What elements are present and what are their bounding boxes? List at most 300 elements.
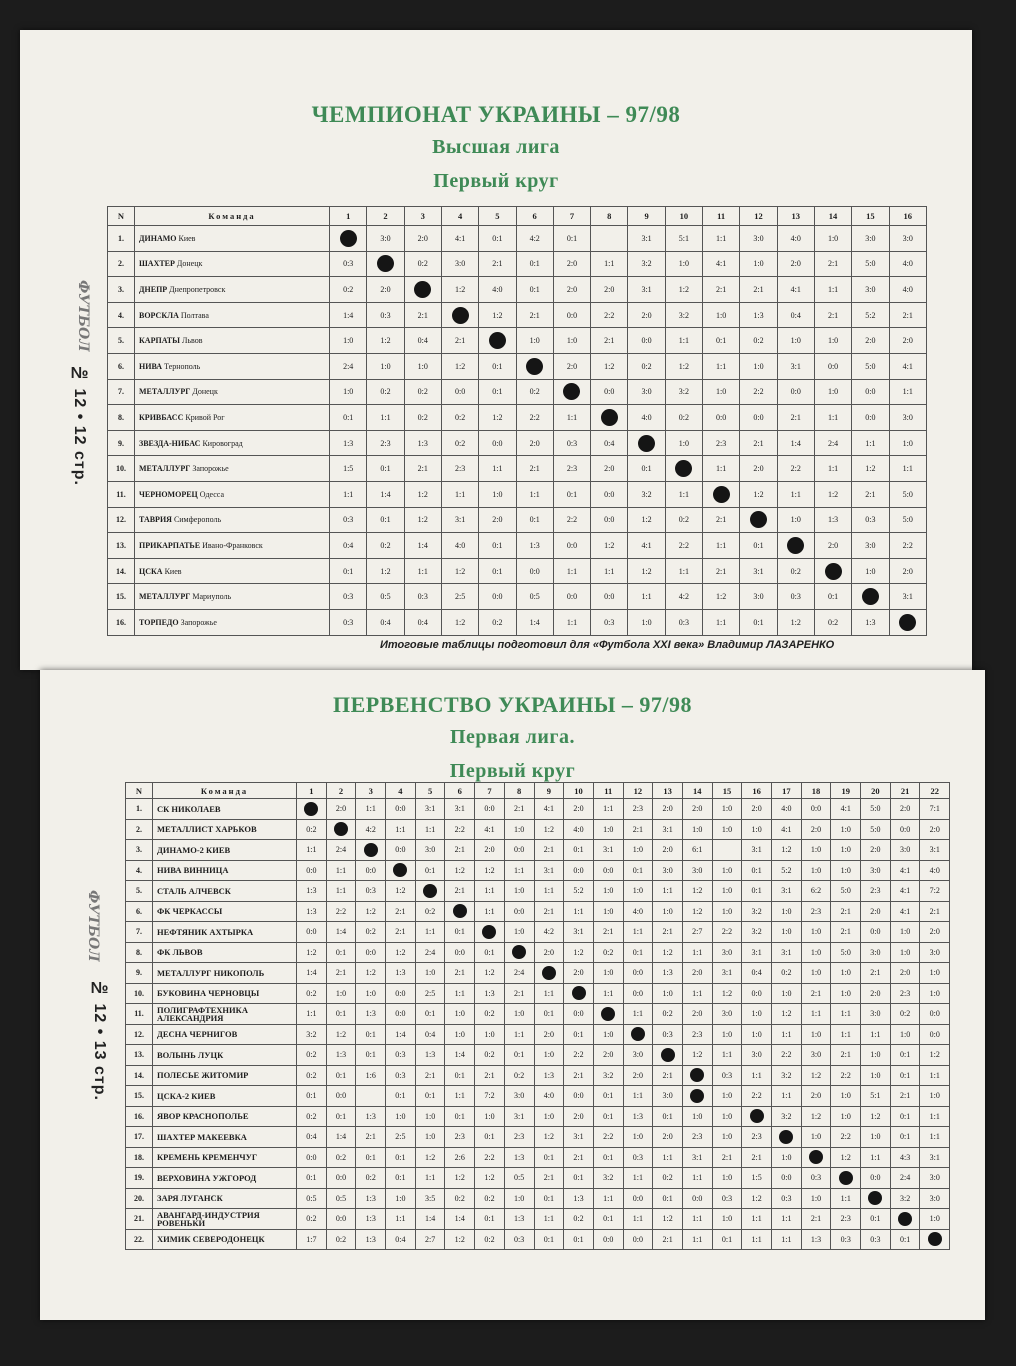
team-name-cell	[153, 922, 297, 943]
score-cell: 1:2	[742, 1188, 772, 1209]
score-cell: 2:1	[504, 799, 534, 820]
score-cell: 0:2	[475, 1045, 505, 1066]
score-cell: 0:3	[772, 1188, 802, 1209]
header-col-21: 21	[890, 783, 920, 799]
header-col-1: 1	[330, 207, 367, 226]
score-cell: 3:0	[861, 1004, 891, 1025]
score-cell: 1:2	[665, 353, 702, 379]
score-cell: 1:4	[415, 1209, 445, 1230]
team-name-cell	[135, 558, 330, 584]
score-cell: 1:0	[665, 251, 702, 277]
score-cell: 2:3	[890, 983, 920, 1004]
score-cell: 1:1	[703, 609, 740, 635]
score-cell: 0:2	[772, 963, 802, 984]
header-col-4: 4	[441, 207, 478, 226]
score-cell: 0:1	[814, 584, 851, 610]
row-number: 2.	[108, 251, 135, 277]
score-cell: 0:1	[890, 1045, 920, 1066]
score-cell: 1:1	[665, 558, 702, 584]
score-cell: 1:3	[297, 881, 327, 902]
score-cell: 0:0	[591, 584, 628, 610]
score-cell: 2:5	[415, 983, 445, 1004]
score-cell: 1:1	[623, 1168, 653, 1189]
table-row	[126, 840, 950, 861]
score-cell: 3:1	[920, 840, 950, 861]
score-cell: 2:1	[564, 1065, 594, 1086]
diagonal-cell	[367, 251, 404, 277]
diagonal-cell	[623, 1024, 653, 1045]
score-cell: 2:0	[623, 1065, 653, 1086]
score-cell: 1:4	[367, 481, 404, 507]
score-cell: 3:1	[889, 584, 927, 610]
score-cell: 4:1	[890, 881, 920, 902]
header-col-10: 10	[665, 207, 702, 226]
score-cell: 1:2	[534, 1127, 564, 1148]
score-cell: 1:2	[441, 609, 478, 635]
team-name: СТАЛЬ АЛЧЕВСК	[157, 885, 231, 896]
score-cell: 2:1	[742, 1147, 772, 1168]
score-cell: 1:3	[564, 1188, 594, 1209]
score-cell: 0:3	[831, 1229, 861, 1250]
score-cell: 0:3	[330, 609, 367, 635]
score-cell: 1:1	[861, 1147, 891, 1168]
score-cell: 2:0	[920, 922, 950, 943]
score-cell: 2:0	[861, 983, 891, 1004]
score-cell: 0:1	[367, 507, 404, 533]
score-cell: 0:5	[297, 1188, 327, 1209]
score-cell: 0:0	[356, 942, 386, 963]
score-cell: 0:3	[330, 507, 367, 533]
score-cell: 1:1	[326, 860, 356, 881]
score-cell: 0:0	[852, 405, 889, 431]
score-cell: 0:0	[564, 860, 594, 881]
score-cell: 1:1	[504, 1024, 534, 1045]
team-city: Донецк	[192, 387, 218, 397]
diagonal-cell	[330, 226, 367, 252]
team-name: ВЕРХОВИНА УЖГОРОД	[157, 1172, 257, 1183]
score-cell: 2:1	[404, 302, 441, 328]
score-cell: 0:2	[564, 1209, 594, 1230]
score-cell: 1:3	[740, 302, 777, 328]
score-cell: 1:0	[740, 353, 777, 379]
score-cell: 3:0	[890, 840, 920, 861]
diagonal-dot	[572, 986, 586, 1000]
diagonal-cell	[297, 799, 327, 820]
score-cell: 2:4	[890, 1168, 920, 1189]
diagonal-dot	[601, 1007, 615, 1021]
score-cell: 1:1	[553, 609, 590, 635]
score-cell: 4:1	[890, 860, 920, 881]
score-cell: 4:1	[534, 799, 564, 820]
team-city: Львов	[181, 336, 203, 346]
score-cell: 4:2	[534, 922, 564, 943]
score-cell: 1:0	[831, 840, 861, 861]
table-row	[126, 1229, 950, 1250]
diagonal-dot	[526, 358, 543, 375]
table-row	[108, 405, 927, 431]
score-cell: 0:0	[591, 481, 628, 507]
score-cell: 0:0	[386, 983, 416, 1004]
score-cell: 0:0	[740, 405, 777, 431]
score-cell: 1:2	[772, 840, 802, 861]
score-cell: 1:1	[628, 584, 665, 610]
score-cell: 1:1	[553, 558, 590, 584]
score-cell: 0:0	[479, 430, 516, 456]
header-col-8: 8	[591, 207, 628, 226]
score-cell: 4:0	[623, 901, 653, 922]
score-cell: 1:2	[665, 277, 702, 303]
diagonal-dot	[899, 614, 916, 631]
score-cell: 1:0	[475, 1106, 505, 1127]
score-cell: 1:1	[831, 1024, 861, 1045]
diagonal-dot	[482, 925, 496, 939]
score-cell: 1:2	[712, 983, 742, 1004]
header-col-4: 4	[386, 783, 416, 799]
score-cell: 2:2	[665, 533, 702, 559]
score-cell: 1:0	[479, 481, 516, 507]
team-name-cell	[153, 983, 297, 1004]
score-cell: 3:1	[445, 799, 475, 820]
score-cell: 0:1	[890, 1127, 920, 1148]
score-cell: 1:3	[326, 1045, 356, 1066]
score-cell: 1:0	[712, 799, 742, 820]
diagonal-cell	[386, 860, 416, 881]
score-cell: 0:1	[516, 507, 553, 533]
futbol-logo-bottom: ФУТБОЛ	[85, 890, 101, 962]
team-city: Тернополь	[164, 361, 201, 371]
header-col-16: 16	[742, 783, 772, 799]
score-cell: 0:1	[415, 1086, 445, 1107]
team-name-cell	[135, 430, 330, 456]
score-cell: 2:7	[415, 1229, 445, 1250]
score-cell: 1:2	[740, 481, 777, 507]
table-row	[126, 881, 950, 902]
score-cell: 3:2	[772, 1106, 802, 1127]
team-city: Запорожье	[180, 617, 217, 627]
score-cell: 0:0	[445, 942, 475, 963]
score-cell: 0:0	[553, 533, 590, 559]
score-cell: 1:2	[653, 1209, 683, 1230]
top-table-header	[108, 207, 927, 226]
table-row	[108, 481, 927, 507]
score-cell: 2:1	[356, 1127, 386, 1148]
score-cell: 1:3	[415, 1045, 445, 1066]
score-cell: 2:1	[593, 922, 623, 943]
team-name-cell	[153, 1188, 297, 1209]
row-number: 1.	[108, 226, 135, 252]
score-cell: 0:3	[386, 1065, 416, 1086]
score-cell: 1:3	[504, 1209, 534, 1230]
score-cell: 1:1	[623, 922, 653, 943]
score-cell: 2:1	[386, 901, 416, 922]
score-cell: 3:0	[861, 942, 891, 963]
score-cell: 0:0	[593, 1229, 623, 1250]
team-name-cell	[135, 609, 330, 635]
score-cell: 0:2	[475, 1004, 505, 1025]
diagonal-cell	[740, 507, 777, 533]
score-cell: 1:0	[889, 430, 927, 456]
score-cell: 3:1	[593, 840, 623, 861]
diagonal-dot	[601, 409, 618, 426]
header-col-17: 17	[772, 783, 802, 799]
team-name: КРЕМЕНЬ КРЕМЕНЧУГ	[157, 1152, 258, 1163]
diagonal-cell	[445, 901, 475, 922]
score-cell: 1:0	[814, 379, 851, 405]
score-cell: 2:2	[889, 533, 927, 559]
team-name: ТОРПЕДО	[139, 617, 179, 627]
score-cell: 1:0	[861, 1045, 891, 1066]
score-cell: 2:1	[653, 922, 683, 943]
team-name-cell	[135, 481, 330, 507]
score-cell: 2:1	[475, 1065, 505, 1086]
team-name: НИВА	[139, 361, 163, 371]
score-cell: 0:2	[404, 379, 441, 405]
score-cell: 0:1	[330, 405, 367, 431]
diagonal-cell	[703, 481, 740, 507]
score-cell: 0:2	[356, 1168, 386, 1189]
row-number: 8.	[108, 405, 135, 431]
score-cell: 2:0	[682, 1004, 712, 1025]
team-name: ЗАРЯ ЛУГАНСК	[157, 1193, 223, 1204]
score-cell: 3:1	[415, 799, 445, 820]
bottom-subtitle-round: Первый круг	[449, 760, 576, 782]
score-cell: 3:5	[415, 1188, 445, 1209]
score-cell: 1:0	[814, 226, 851, 252]
score-cell: 1:1	[889, 379, 927, 405]
score-cell: 3:1	[504, 1106, 534, 1127]
score-cell: 0:2	[653, 1168, 683, 1189]
score-cell: 0:1	[593, 1209, 623, 1230]
score-cell: 0:1	[593, 1086, 623, 1107]
diagonal-dot	[898, 1212, 912, 1226]
score-cell: 1:0	[386, 1106, 416, 1127]
diagonal-dot	[563, 383, 580, 400]
score-cell: 0:1	[475, 1209, 505, 1230]
score-cell: 0:0	[920, 1024, 950, 1045]
score-cell: 0:1	[386, 1147, 416, 1168]
score-cell: 1:3	[475, 983, 505, 1004]
team-name: КАРПАТЫ	[139, 336, 180, 346]
diagonal-dot	[675, 460, 692, 477]
score-cell: 4:0	[772, 799, 802, 820]
team-name-cell	[135, 405, 330, 431]
header-col-11: 11	[703, 207, 740, 226]
score-cell: 1:1	[593, 799, 623, 820]
score-cell: 2:0	[564, 799, 594, 820]
score-cell: 0:1	[326, 1106, 356, 1127]
score-cell: 4:0	[479, 277, 516, 303]
score-cell: 4:1	[777, 277, 814, 303]
row-number: 4.	[126, 860, 153, 881]
score-cell: 3:0	[852, 533, 889, 559]
team-name: КРИВБАСС	[139, 412, 184, 422]
team-city: Киев	[178, 233, 196, 243]
score-cell: 1:1	[831, 1004, 861, 1025]
score-cell: 1:1	[330, 481, 367, 507]
header-col-20: 20	[861, 783, 891, 799]
row-number: 12.	[108, 507, 135, 533]
score-cell: 1:0	[356, 983, 386, 1004]
score-cell: 0:0	[703, 405, 740, 431]
score-cell: 0:1	[479, 558, 516, 584]
score-cell: 5:1	[665, 226, 702, 252]
header-col-7: 7	[553, 207, 590, 226]
score-cell: 1:0	[920, 983, 950, 1004]
score-cell: 0:2	[628, 353, 665, 379]
score-cell: 2:1	[801, 1209, 831, 1230]
score-cell: 1:2	[564, 942, 594, 963]
score-cell: 1:2	[772, 1004, 802, 1025]
score-cell: 0:1	[740, 533, 777, 559]
score-cell: 0:2	[297, 819, 327, 840]
row-number: 7.	[108, 379, 135, 405]
top-subtitle-round: Первый круг	[433, 170, 559, 192]
bottom-subtitle-league: Первая лига.	[449, 726, 575, 748]
score-cell: 3:0	[740, 226, 777, 252]
score-cell: 4:1	[889, 353, 927, 379]
score-cell: 0:2	[297, 1209, 327, 1230]
score-cell: 0:2	[297, 1065, 327, 1086]
score-cell: 3:2	[593, 1065, 623, 1086]
score-cell: 1:1	[861, 1024, 891, 1045]
score-cell: 0:2	[475, 1188, 505, 1209]
score-cell: 1:1	[814, 456, 851, 482]
score-cell: 0:1	[593, 1106, 623, 1127]
score-cell: 0:0	[326, 1086, 356, 1107]
diagonal-cell	[861, 1188, 891, 1209]
score-cell: 1:0	[852, 558, 889, 584]
row-number: 2.	[126, 819, 153, 840]
score-cell: 1:3	[404, 430, 441, 456]
table-row	[108, 226, 927, 252]
diagonal-dot	[414, 281, 431, 298]
score-cell: 1:1	[665, 328, 702, 354]
header-col-22: 22	[920, 783, 950, 799]
diagonal-dot	[713, 486, 730, 503]
score-cell: 1:1	[516, 481, 553, 507]
score-cell: 2:4	[326, 840, 356, 861]
score-cell: 1:0	[772, 901, 802, 922]
score-cell: 1:0	[534, 1045, 564, 1066]
score-cell: 2:1	[889, 302, 927, 328]
row-number: 18.	[126, 1147, 153, 1168]
score-cell: 0:1	[504, 1045, 534, 1066]
score-cell: 2:0	[890, 963, 920, 984]
score-cell: 1:0	[516, 328, 553, 354]
score-cell: 1:1	[889, 456, 927, 482]
score-cell: 3:1	[742, 942, 772, 963]
score-cell: 2:1	[703, 277, 740, 303]
score-cell: 0:0	[772, 1168, 802, 1189]
table-row	[126, 1188, 950, 1209]
score-cell: 2:1	[920, 901, 950, 922]
score-cell: 3:0	[742, 1045, 772, 1066]
score-cell: 1:0	[593, 881, 623, 902]
header-col-15: 15	[852, 207, 889, 226]
score-cell: 1:1	[415, 819, 445, 840]
score-cell: 1:1	[742, 1229, 772, 1250]
score-cell: 1:1	[367, 405, 404, 431]
score-cell: 2:0	[367, 277, 404, 303]
score-cell: 2:0	[653, 1127, 683, 1148]
score-cell: 2:1	[740, 430, 777, 456]
score-cell: 3:1	[441, 507, 478, 533]
header-col-2: 2	[326, 783, 356, 799]
score-cell: 0:1	[534, 1229, 564, 1250]
score-cell: 2:4	[415, 942, 445, 963]
header-col-2: 2	[367, 207, 404, 226]
score-cell: 0:0	[623, 963, 653, 984]
header-col-11: 11	[593, 783, 623, 799]
score-cell: 1:2	[404, 481, 441, 507]
diagonal-dot	[631, 1027, 645, 1041]
score-cell: 1:0	[665, 430, 702, 456]
team-name-cell	[153, 901, 297, 922]
diagonal-dot	[750, 1109, 764, 1123]
team-name-cell	[153, 1045, 297, 1066]
score-cell: 1:0	[712, 819, 742, 840]
score-cell: 1:2	[475, 860, 505, 881]
score-cell: 1:0	[712, 1209, 742, 1230]
team-name: ПРИКАРПАТЬЕ	[139, 540, 201, 550]
score-cell: 3:0	[889, 405, 927, 431]
diagonal-cell	[479, 328, 516, 354]
score-cell: 3:1	[777, 353, 814, 379]
score-cell: 2:3	[682, 1024, 712, 1045]
score-cell: 1:1	[682, 1168, 712, 1189]
team-name: ХИМИК СЕВЕРОДОНЕЦК	[157, 1234, 265, 1245]
score-cell: 0:4	[415, 1024, 445, 1045]
score-cell: 2:1	[623, 819, 653, 840]
team-name-cell	[153, 1065, 297, 1086]
score-cell: 2:7	[682, 922, 712, 943]
diagonal-dot	[690, 1068, 704, 1082]
score-cell: 2:3	[861, 881, 891, 902]
score-cell: 0:2	[593, 942, 623, 963]
score-cell: 2:0	[920, 819, 950, 840]
score-cell: 0:1	[475, 1127, 505, 1148]
header-col-1: 1	[297, 783, 327, 799]
score-cell: 1:0	[772, 922, 802, 943]
header-col-5: 5	[415, 783, 445, 799]
score-cell: 2:2	[591, 302, 628, 328]
score-cell: 3:1	[564, 1127, 594, 1148]
score-cell: 1:0	[404, 353, 441, 379]
score-cell: 1:2	[415, 1147, 445, 1168]
score-cell: 0:4	[330, 533, 367, 559]
score-cell: 3:1	[740, 558, 777, 584]
score-cell: 2:0	[777, 251, 814, 277]
diagonal-cell	[475, 922, 505, 943]
score-cell: 0:2	[356, 922, 386, 943]
score-cell: 2:1	[479, 251, 516, 277]
score-cell: 1:1	[404, 558, 441, 584]
score-cell: 0:0	[777, 379, 814, 405]
score-cell: 1:0	[504, 1004, 534, 1025]
score-cell: 1:1	[772, 1024, 802, 1045]
score-cell: 0:1	[326, 1065, 356, 1086]
team-name: ФК ЛЬВОВ	[157, 947, 203, 958]
score-cell: 0:3	[330, 251, 367, 277]
score-cell: 1:0	[623, 881, 653, 902]
score-cell: 1:1	[623, 1086, 653, 1107]
score-cell: 2:1	[445, 840, 475, 861]
score-cell: 4:2	[665, 584, 702, 610]
table-row	[126, 1127, 950, 1148]
diagonal-cell	[920, 1229, 950, 1250]
score-cell: 1:1	[814, 277, 851, 303]
table-row	[126, 819, 950, 840]
